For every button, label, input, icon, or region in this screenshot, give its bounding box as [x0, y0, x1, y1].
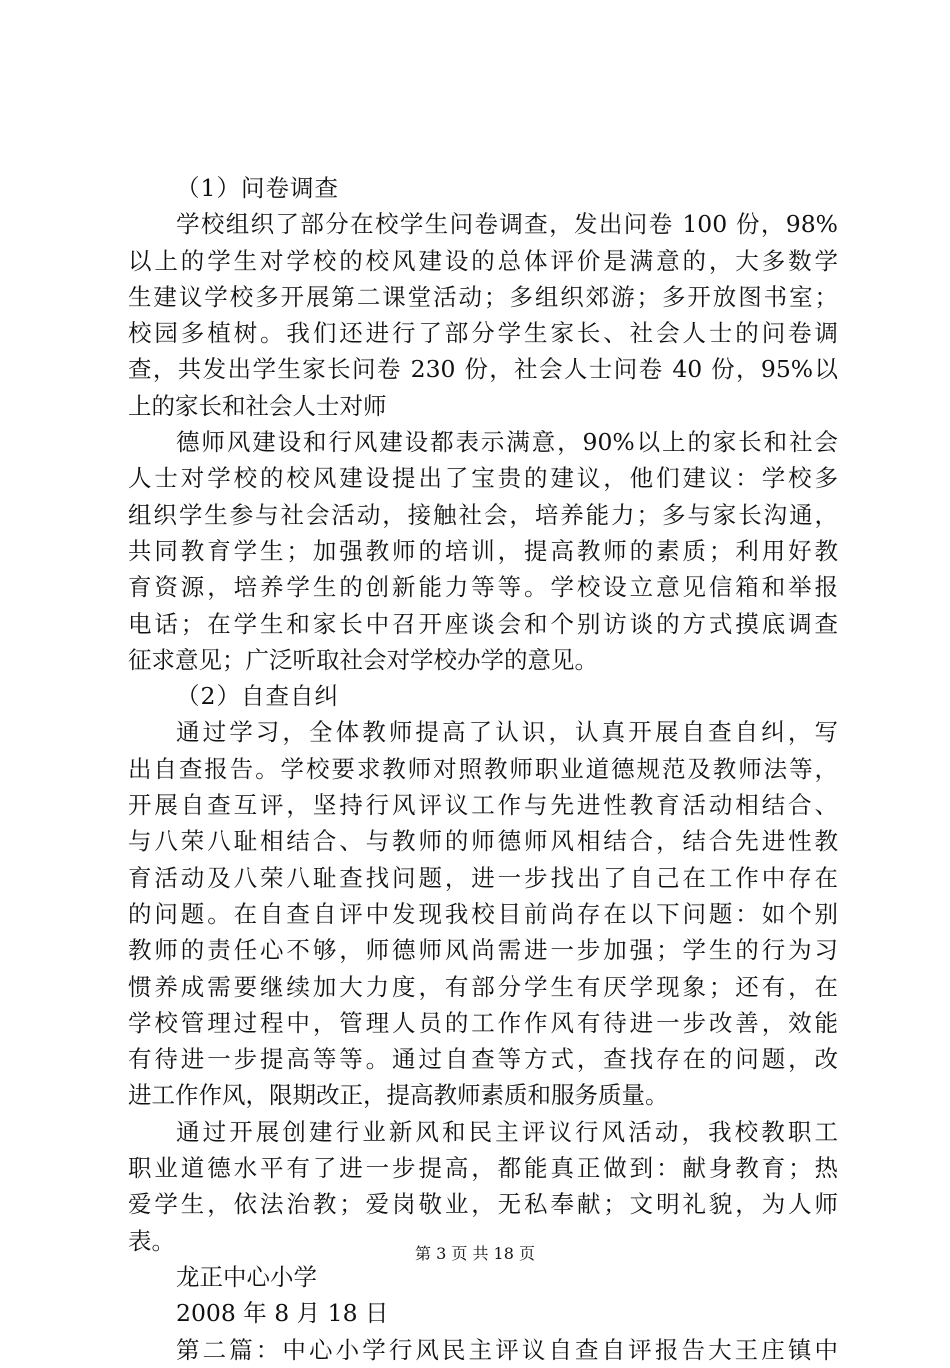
text-line: 出自查报告。学校要求教师对照教师职业道德规范及教师法等， — [128, 754, 838, 783]
text-line: 与八荣八耻相结合、与教师的师德师风相结合，结合先进性教 — [128, 827, 838, 856]
text-line: 教师的责任心不够，师德师风尚需进一步加强；学生的行为习 — [128, 936, 838, 965]
text-line: 育活动及八荣八耻查找问题，进一步找出了自己在工作中存在 — [128, 863, 838, 892]
text-line: 职业道德水平有了进一步提高，都能真正做到：献身教育；热 — [128, 1154, 838, 1183]
text-line: 生建议学校多开展第二课堂活动；多组织郊游；多开放图书室； — [128, 282, 838, 311]
text-line: 上的家长和社会人士对师 — [128, 391, 387, 420]
text-line: 育资源，培养学生的创新能力等等。学校设立意见信箱和举报 — [128, 573, 838, 602]
text-line: 有待进一步提高等等。通过自查等方式，查找存在的问题，改 — [128, 1045, 838, 1074]
text-line: 学校组织了部分在校学生问卷调查，发出问卷 100 份，98% — [176, 210, 838, 239]
text-line: 以上的学生对学校的校风建设的总体评价是满意的，大多数学 — [128, 246, 838, 275]
text-line: 组织学生参与社会活动，接触社会，培养能力；多与家长沟通， — [128, 500, 838, 529]
text-line: 德师风建设和行风建设都表示满意，90%以上的家长和社会 — [176, 428, 838, 457]
text-line: 爱学生，依法治教；爱岗敬业，无私奉献；文明礼貌，为人师 — [128, 1190, 838, 1219]
text-line: 人士对学校的校风建设提出了宝贵的建议，他们建议：学校多 — [128, 464, 838, 493]
text-line: 的问题。在自查自评中发现我校目前尚存在以下问题：如个别 — [128, 899, 838, 928]
text-line: 查，共发出学生家长问卷 230 份，社会人士问卷 40 份，95%以 — [128, 355, 838, 384]
text-line: 龙正中心小学 — [176, 1262, 317, 1291]
section-heading: （1）问卷调查 — [176, 174, 339, 202]
section-heading: （2）自查自纠 — [176, 682, 339, 711]
text-line: 2008 年 8 月 18 日 — [176, 1299, 389, 1328]
text-line: 开展自查互评，坚持行风评议工作与先进性教育活动相结合、 — [128, 791, 838, 820]
document-body — [128, 170, 838, 1368]
text-line: 通过学习，全体教师提高了认识，认真开展自查自纠，写 — [176, 718, 838, 747]
text-line: 征求意见；广泛听取社会对学校办学的意见。 — [128, 645, 598, 674]
text-line: 共同教育学生；加强教师的培训，提高教师的素质；利用好教 — [128, 536, 838, 565]
text-line: 进工作作风，限期改正，提高教师素质和服务质量。 — [128, 1081, 669, 1110]
text-line: 表。 — [128, 1226, 175, 1255]
page-number-footer: 第 3 页 共 18 页 — [415, 1244, 535, 1263]
text-line: 第二篇：中心小学行风民主评议自查自评报告大王庄镇中 — [176, 1335, 838, 1364]
text-line: 通过开展创建行业新风和民主评议行风活动，我校教职工 — [176, 1117, 838, 1146]
text-line: 校园多植树。我们还进行了部分学生家长、社会人士的问卷调 — [128, 319, 838, 348]
text-line: 惯养成需要继续加大力度，有部分学生有厌学现象；还有，在 — [128, 972, 838, 1001]
text-line: 电话；在学生和家长中召开座谈会和个别访谈的方式摸底调查 — [128, 609, 838, 638]
text-line: 学校管理过程中，管理人员的工作作风有待进一步改善，效能 — [128, 1008, 838, 1037]
